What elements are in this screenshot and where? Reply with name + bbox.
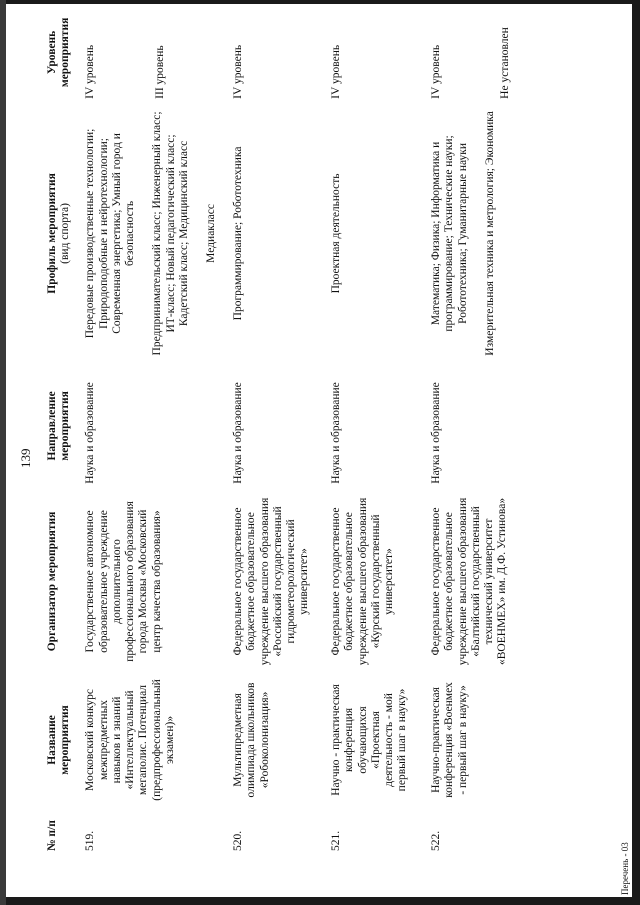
- table-row: [324, 0, 424, 857]
- row-profile: [78, 105, 226, 362]
- row-level: [324, 0, 424, 105]
- row-organizer: Федеральное государственное бюджетное образовательное учреждение высшего образования «Курский государственный университет»: [330, 497, 396, 666]
- row-level-a: IV уровень: [430, 44, 443, 99]
- header-profile-sub: (вид спорта): [59, 203, 72, 264]
- row-level-b: III уровень: [153, 45, 166, 99]
- header-organizer: Организатор мероприятия: [46, 511, 58, 652]
- row-number: 521.: [330, 830, 343, 851]
- row-profile-c: Медиакласс: [204, 204, 217, 263]
- row-number: 522.: [430, 830, 443, 851]
- row-organizer: Государственное автономное образовательное учреждение дополнительного профессионального образования города Москвы «Московский центр качества образования»: [84, 501, 163, 662]
- row-event-name: Научно-практическая конференция «Военмех - первый шаг в науку»: [430, 682, 469, 798]
- row-level: [78, 0, 226, 105]
- header-direction: Направление мероприятия: [46, 391, 72, 461]
- row-direction: Наука и образование: [430, 382, 443, 484]
- row-profile: [226, 105, 324, 362]
- header-event-name: Название мероприятия: [46, 705, 72, 775]
- row-number: 520.: [232, 830, 245, 851]
- header-profile-title: Профиль мероприятия: [46, 173, 58, 294]
- row-level: [226, 0, 324, 105]
- row-level: [424, 0, 534, 105]
- row-organizer: Федеральное государственное бюджетное образовательное учреждение высшего образования «Российский государственный гидрометеорологический университет»: [232, 497, 311, 666]
- header-profile: [42, 105, 78, 362]
- row-event-name: Московский конкурс межпредметных навыков и знаний «Интеллектуальный мегаполис. Потенциал (предпрофессиональный экзамен)»: [84, 679, 176, 801]
- header-level: Уровень мероприятия: [46, 17, 72, 88]
- row-organizer: Федеральное государственное бюджетное образовательное учреждение высшего образования «Балтийский государственный технический университет «ВОЕНМЕХ» им. Д.Ф. Устинова»: [430, 497, 509, 666]
- row-direction: Наука и образование: [232, 382, 245, 484]
- row-level-a: IV уровень: [232, 44, 245, 99]
- page-number: 139: [18, 448, 33, 468]
- row-profile-b: Измерительная техника и метрология; Экономика: [483, 111, 496, 356]
- row-profile-b: Предпринимательский класс; Инженерный класс; ИТ-класс; Новый педагогический класс; Кадетский класс; Медицинский класс: [151, 111, 190, 356]
- footer-note: Перечень - 03: [620, 842, 630, 895]
- table-header-row: [42, 0, 78, 857]
- row-level-a: IV уровень: [84, 44, 97, 99]
- events-table: [42, 0, 534, 857]
- row-profile-a: Передовые производственные технологии; Природоподобные и нейротехнологии; Современная энергетика; Умный город и безопасность: [84, 128, 137, 339]
- row-profile: [424, 105, 534, 362]
- table-row: [226, 0, 324, 857]
- header-number: № п/п: [46, 820, 58, 851]
- row-direction: Наука и образование: [84, 382, 97, 484]
- row-profile-a: Проектная деятельность: [330, 173, 343, 294]
- row-level-a: IV уровень: [330, 44, 343, 99]
- row-profile: [324, 105, 424, 362]
- row-event-name: Мультипредметная олимпиада школьников «Робоколонизация»: [232, 682, 271, 798]
- row-profile-a: Математика; Физика; Информатика и программирование; Технические науки; Робототехника; Гуманитарные науки: [430, 135, 469, 332]
- row-level-b: Не установлен: [499, 27, 512, 99]
- row-number: 519.: [84, 830, 97, 851]
- row-direction: Наука и образование: [330, 382, 343, 484]
- row-profile-a: Программирование; Робототехника: [232, 146, 245, 321]
- row-event-name: Научно - практическая конференция обучающихся «Проектная деятельность - мой первый шаг в науку»: [330, 684, 409, 796]
- table-row: [424, 0, 534, 857]
- table-row: [78, 0, 226, 857]
